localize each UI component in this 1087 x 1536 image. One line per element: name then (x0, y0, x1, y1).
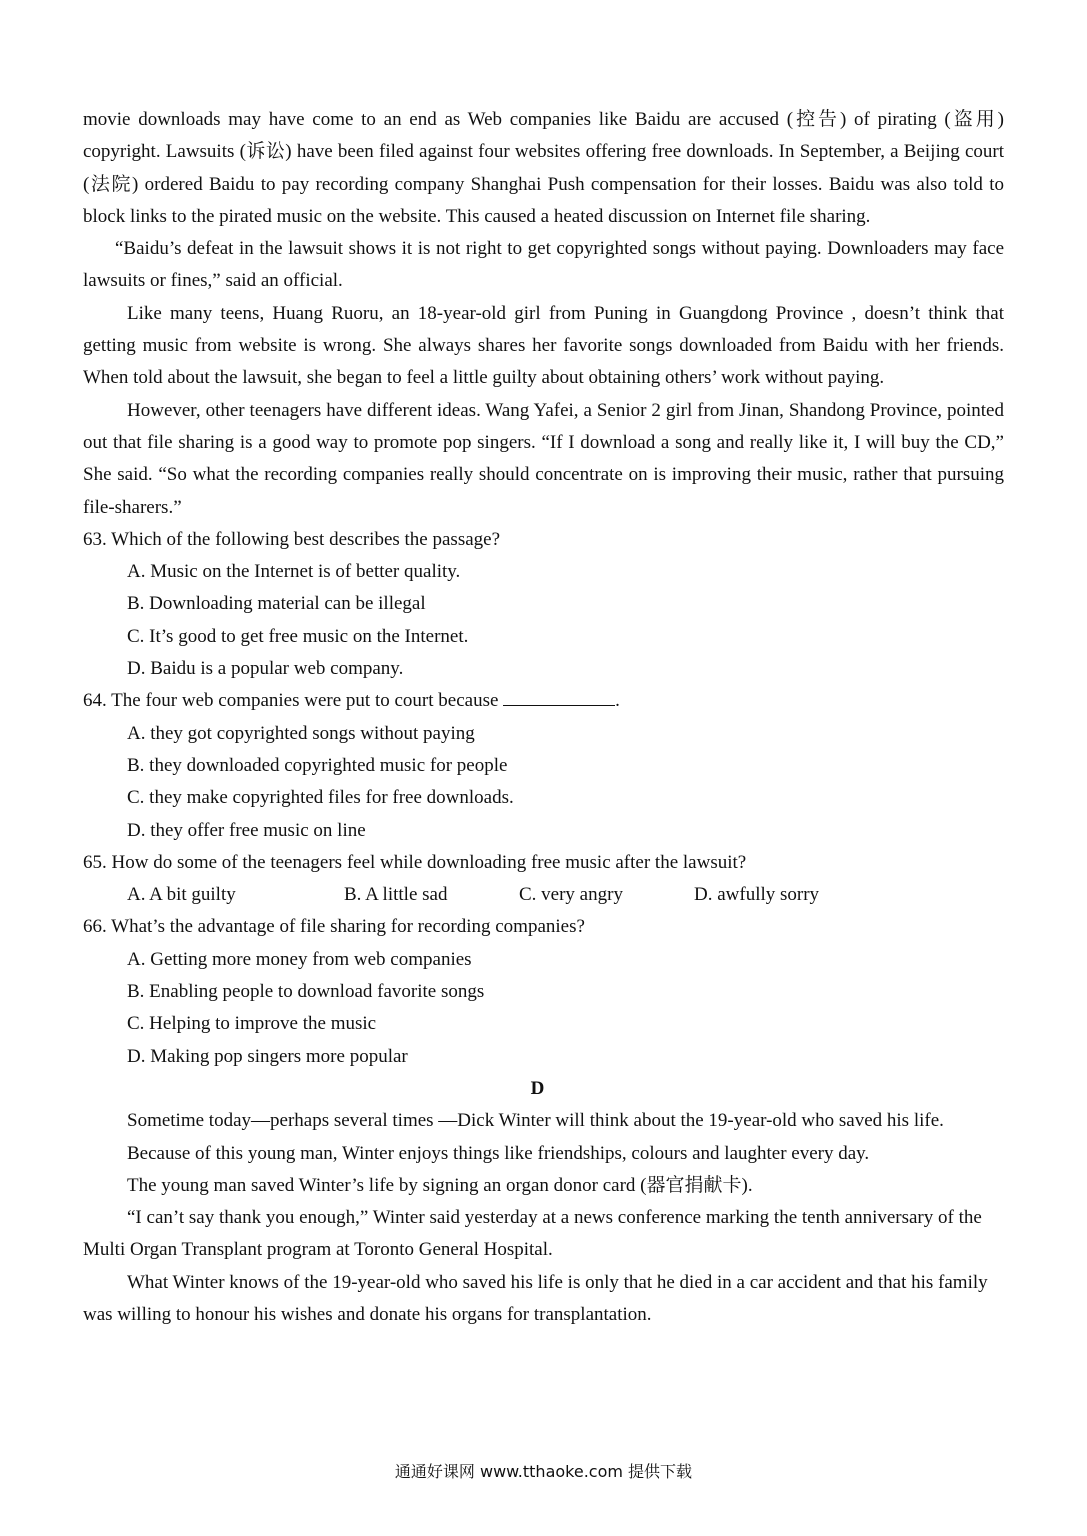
question-stem: 64. The four web companies were put to court because (83, 690, 499, 712)
option-row (83, 879, 1004, 911)
passage-paragraph: Like many teens, Huang Ruoru, an 18-year-old girl from Puning in Guangdong Province , doesn’t think that getting music from website is wrong. She always shares her favorite songs downloaded from Baidu with her friends. When told about the lawsuit, she began to feel a little guilty about obtaining others’ work without paying. (83, 302, 1004, 389)
passage-paragraph: movie downloads may have come to an end as Web companies like Baidu are accused (控告) of pirating (盗用) copyright. Lawsuits (诉讼) have been filed against four websites offering free downloads. In September, a Beijing court (法院) ordered Baidu to pay recording company Shanghai Push compensation for their losses. Baidu was also told to block links to the pirated music on the website. This caused a heated discussion on Internet file sharing. (83, 109, 1004, 227)
answer-blank (503, 687, 615, 706)
passage-paragraph: What Winter knows of the 19-year-old who saved his life is only that he died in a car accident and that his family was willing to honour his wishes and donate his organs for transplantation. (83, 1271, 988, 1325)
option-c: C. they make copyrighted files for free downloads. (127, 787, 514, 809)
passage-paragraph: Because of this young man, Winter enjoys things like friendships, colours and laughter every day. (127, 1142, 870, 1164)
option-c: C. Helping to improve the music (127, 1013, 377, 1035)
option-a: A. Music on the Internet is of better quality. (127, 561, 461, 583)
question-stem-end: . (615, 690, 620, 712)
option-b: B. Downloading material can be illegal (127, 593, 426, 615)
question-stem: 65. How do some of the teenagers feel while downloading free music after the lawsuit? (83, 851, 747, 873)
section-heading: D (530, 1077, 545, 1099)
question-stem: 63. Which of the following best describes the passage? (83, 528, 501, 550)
option-d: D. Making pop singers more popular (127, 1045, 408, 1067)
option-a: A. they got copyrighted songs without paying (127, 722, 475, 744)
option-list (83, 718, 1004, 847)
question-66 (83, 911, 1004, 1072)
passage-paragraph: The young man saved Winter’s life by signing an organ donor card (器官捐献卡). (127, 1174, 753, 1196)
question-65 (83, 847, 1004, 912)
option-c: C. very angry (519, 884, 623, 906)
passage-paragraph: “Baidu’s defeat in the lawsuit shows it is not right to get copyrighted songs without paying. Downloaders may face lawsuits or fines,” said an official. (83, 238, 1004, 292)
option-b: B. they downloaded copyrighted music for people (127, 754, 508, 776)
question-63 (83, 524, 1004, 685)
passage-paragraph: However, other teenagers have different ideas. Wang Yafei, a Senior 2 girl from Jinan, Shandong Province, pointed out that file sharing is a good way to promote pop singers. “If I download a song and really like it, I will buy the CD,” She said. “So what the recording companies really should concentrate on is improving their music, rather that pursuing file-sharers.” (83, 399, 1004, 518)
passage-paragraph: “I can’t say thank you enough,” Winter said yesterday at a news conference marking the tenth anniversary of the Multi Organ Transplant program at Toronto General Hospital. (83, 1207, 982, 1261)
document-page (83, 104, 1004, 1331)
question-stem-line (83, 685, 1004, 717)
passage-paragraph: Sometime today—perhaps several times —Dick Winter will think about the 19-year-old who saved his life. (127, 1110, 944, 1132)
option-b: B. Enabling people to download favorite songs (127, 981, 485, 1003)
option-list (83, 944, 1004, 1073)
passage-d (83, 1073, 1004, 1331)
question-64 (83, 685, 1004, 846)
option-a: A. Getting more money from web companies (127, 948, 472, 970)
option-b: B. A little sad (344, 884, 448, 906)
option-list (83, 556, 1004, 685)
option-d: D. they offer free music on line (127, 819, 366, 841)
page-footer: 通通好课网 www.tthaoke.com 提供下载 (394, 1462, 693, 1481)
passage-c (83, 104, 1004, 524)
option-a: A. A bit guilty (127, 884, 236, 906)
option-d: D. awfully sorry (694, 884, 820, 906)
option-d: D. Baidu is a popular web company. (127, 658, 404, 680)
question-stem: 66. What’s the advantage of file sharing for recording companies? (83, 916, 585, 938)
option-c: C. It’s good to get free music on the Internet. (127, 625, 469, 647)
